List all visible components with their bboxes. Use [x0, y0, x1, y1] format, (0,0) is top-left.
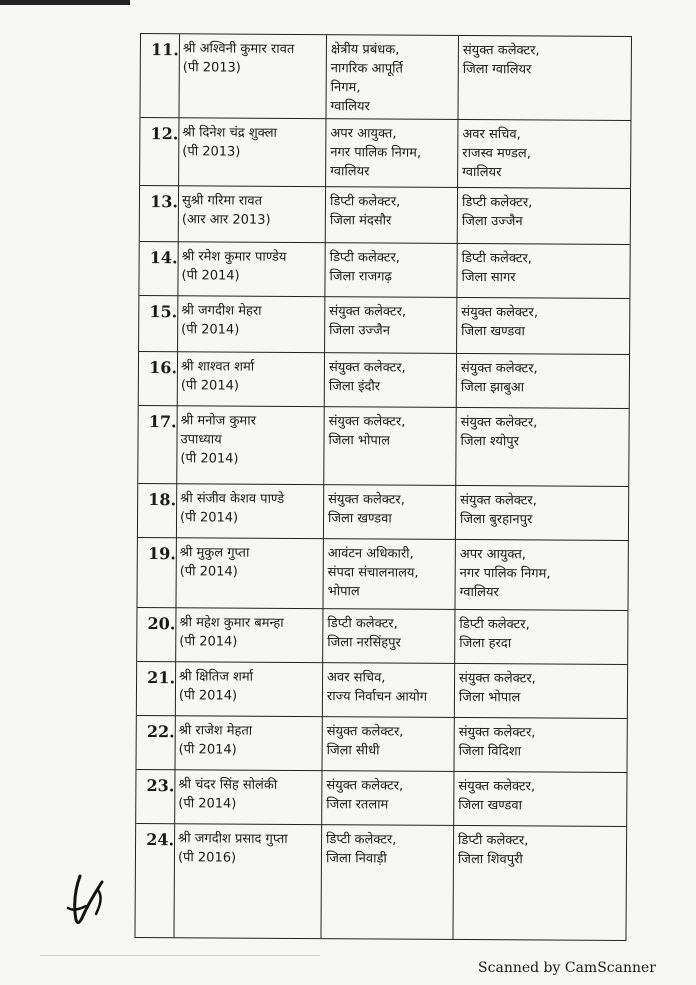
table-row	[136, 770, 626, 827]
row-number: 16.	[149, 358, 178, 378]
new-posting: डिप्टी कलेक्टर, जिला सागर	[461, 250, 533, 286]
row-number: 23.	[146, 776, 175, 796]
table-row	[140, 118, 630, 189]
scanner-watermark: Scanned by CamScanner	[478, 960, 656, 976]
row-number: 13.	[150, 192, 179, 212]
officer-name: श्री दिनेश चंद्र शुक्ला (पी 2013)	[182, 125, 277, 160]
row-number: 18.	[148, 490, 177, 510]
new-posting: संयुक्त कलेक्टर, जिला झाबुआ	[460, 360, 538, 396]
table-row	[137, 538, 627, 611]
current-posting: आवंटन अधिकारी, संपदा संचालनालय, भोपाल	[327, 546, 419, 600]
table-row	[137, 608, 627, 665]
row-number: 15.	[149, 302, 178, 322]
bottom-rule	[40, 955, 320, 956]
table-row	[138, 406, 628, 487]
officer-name: सुश्री गरिमा रावत (आर आर 2013)	[181, 193, 271, 228]
table-row	[139, 242, 629, 299]
top-edge-bar	[0, 0, 130, 5]
row-number: 11.	[150, 40, 179, 60]
table-row	[136, 824, 626, 894]
transfer-table	[134, 33, 632, 941]
current-posting: संयुक्त कलेक्टर, जिला इंदौर	[328, 360, 406, 395]
row-number: 20.	[147, 614, 176, 634]
officer-name: श्री जगदीश प्रसाद गुप्ता (पी 2016)	[177, 831, 288, 866]
officer-name: श्री क्षितिज शर्मा (पी 2014)	[178, 669, 254, 704]
officer-name: श्री महेश कुमार बमन्हा (पी 2014)	[179, 615, 284, 650]
row-number: 19.	[147, 544, 176, 564]
table-row	[139, 352, 629, 409]
table-row	[137, 662, 627, 719]
new-posting: संयुक्त कलेक्टर, जिला ग्वालियर	[462, 42, 540, 78]
table-row	[140, 34, 631, 121]
officer-name: श्री अश्विनी कुमार रावत (पी 2013)	[182, 41, 295, 76]
new-posting: संयुक्त कलेक्टर, जिला खण्डवा	[458, 778, 536, 814]
new-posting: संयुक्त कलेक्टर, जिला बुरहानपुर	[459, 492, 537, 528]
table-row	[139, 296, 629, 355]
officer-name: श्री चंदर सिंह सोलंकी (पी 2014)	[178, 777, 278, 812]
signature-mark	[58, 868, 118, 928]
current-posting: संयुक्त कलेक्टर, जिला खण्डवा	[327, 492, 405, 527]
new-posting: डिप्टी कलेक्टर, जिला हरदा	[459, 616, 530, 652]
current-posting: अपर आयुक्त, नगर पालिक निगम, ग्वालियर	[330, 126, 422, 180]
table-row	[138, 484, 628, 541]
current-posting: संयुक्त कलेक्टर, जिला सीधी	[326, 724, 404, 759]
new-posting: अवर सचिव, राजस्व मण्डल, ग्वालियर	[462, 126, 531, 181]
row-number: 17.	[148, 412, 177, 432]
new-posting: डिप्टी कलेक्टर, जिला शिवपुरी	[457, 832, 529, 868]
row-number: 24.	[146, 830, 175, 850]
officer-name: श्री जगदीश मेहरा (पी 2014)	[181, 303, 262, 338]
new-posting: संयुक्त कलेक्टर, जिला श्योपुर	[460, 414, 538, 450]
current-posting: संयुक्त कलेक्टर, जिला रतलाम	[326, 778, 404, 813]
officer-name: श्री रमेश कुमार पाण्डेय (पी 2014)	[181, 249, 287, 284]
new-posting: अपर आयुक्त, नगर पालिक निगम, ग्वालियर	[459, 546, 551, 601]
table-row	[140, 186, 630, 245]
current-posting: अवर सचिव, राज्य निर्वाचन आयोग	[326, 670, 428, 705]
row-number: 14.	[149, 248, 178, 268]
officer-name: श्री मुकुल गुप्ता (पी 2014)	[179, 545, 250, 580]
officer-name: श्री संजीव केशव पाण्डे (पी 2014)	[179, 491, 285, 526]
new-posting: डिप्टी कलेक्टर, जिला उज्जैन	[461, 194, 533, 230]
new-posting: संयुक्त कलेक्टर, जिला विदिशा	[458, 724, 536, 760]
current-posting: संयुक्त कलेक्टर, जिला भोपाल	[328, 414, 406, 449]
current-posting: संयुक्त कलेक्टर, जिला उज्जैन	[329, 304, 407, 339]
row-number: 22.	[146, 722, 175, 742]
officer-name: श्री मनोज कुमार उपाध्याय (पी 2014)	[180, 413, 256, 467]
officer-name: श्री राजेश मेहता (पी 2014)	[178, 723, 253, 758]
new-posting: संयुक्त कलेक्टर, जिला खण्डवा	[461, 304, 539, 340]
row-number: 12.	[150, 124, 179, 144]
current-posting: क्षेत्रीय प्रबंधक, नागरिक आपूर्ति निगम, ग्वालियर	[330, 42, 403, 115]
current-posting: डिप्टी कलेक्टर, जिला नरसिंहपुर	[327, 616, 401, 651]
table-row	[136, 716, 626, 773]
current-posting: डिप्टी कलेक्टर, जिला निवाड़ी	[325, 832, 397, 867]
officer-name: श्री शाश्वत शर्मा (पी 2014)	[180, 359, 255, 394]
current-posting: डिप्टी कलेक्टर, जिला मंदसौर	[329, 194, 401, 229]
current-posting: डिप्टी कलेक्टर, जिला राजगढ़	[329, 250, 401, 285]
row-number: 21.	[147, 668, 176, 688]
new-posting: संयुक्त कलेक्टर, जिला भोपाल	[458, 670, 536, 706]
